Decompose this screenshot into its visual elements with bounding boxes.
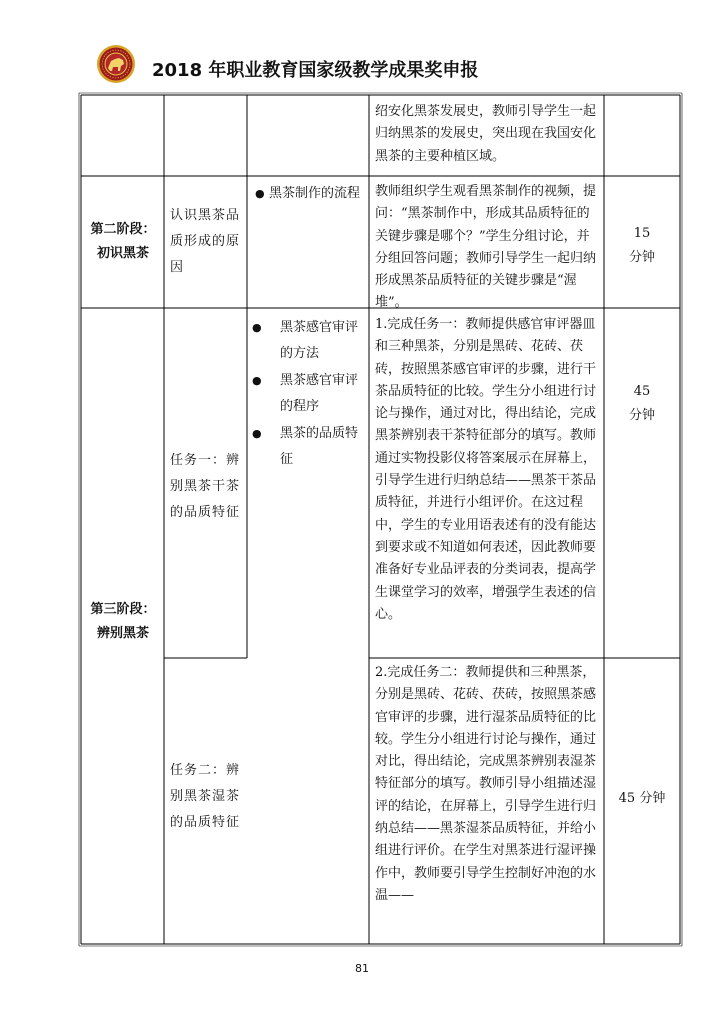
points-cell bbox=[250, 315, 365, 474]
activity-text: 2.完成任务二：教师提供和三种黑茶，分别是黑砖、花砖、茯砖，按照黑茶感官审评的步骤，进行湿茶品质特征的比较。学生分小组进行讨论与操作，通过对比，得出结论，完成黑茶辨别表湿茶特征部分的填写。教师引导小组描述湿评的结论，在屏幕上，引导学生进行归纳总结——黑茶湿茶品质特征，并给小组进行评价。在学生对黑茶进行湿评操作中，教师要引导学生控制好冲泡的水温—— bbox=[375, 665, 597, 903]
time-text: 15 分钟 bbox=[628, 226, 655, 265]
document-title: 2018 年职业教育国家级教学成果奖申报 bbox=[152, 60, 479, 81]
activity-text: 绍安化黑茶发展史，教师引导学生一起归纳黑茶的发展史，突出现在我国安化黑茶的主要种植区域。 bbox=[375, 104, 597, 164]
activity-text: 教师组织学生观看黑茶制作的视频，提问：“黑茶制作中，形成其品质特征的关键步骤是哪个？”学生分组讨论，并分组回答问题；教师引导学生一起归纳形成黑茶品质特征的关键步骤是“渥堆”。 bbox=[375, 184, 597, 311]
activity-text: 1.完成任务一：教师提供感官审评器皿和三种黑茶，分别是黑砖、花砖、茯砖，按照黑茶感官审评的步骤，进行干茶品质特征的比较。学生分小组进行讨论与操作，通过对比，得出结论，完成黑茶辨别表干茶特征部分的填写。教师通过实物投影仪将答案展示在屏幕上，引导学生进行归纳总结——黑茶干茶品质特征，并进行小组评价。在这过程中，学生的专业用语表述有的没有能达到要求或不知道如何表述，因此教师要准备好专业品评表的分类词表，提高学生课堂学习的效率，增强学生表述的信心。 bbox=[375, 317, 597, 622]
stage-label: 第二阶段：初识黑茶 bbox=[90, 222, 156, 261]
knowledge-point: ● 黑茶感官审评的程序 bbox=[250, 368, 365, 420]
knowledge-point: ● 黑茶感官审评的方法 bbox=[250, 315, 365, 367]
activity-cell bbox=[375, 181, 600, 315]
stage-cell bbox=[86, 598, 160, 646]
topic-text: 任务二：辨别黑茶湿茶的品质特征 bbox=[170, 763, 241, 830]
topic-text: 任务一：辨别黑茶干茶的品质特征 bbox=[170, 453, 241, 520]
topic-text: 认识黑茶品质形成的原因 bbox=[170, 208, 241, 275]
topic-cell bbox=[170, 448, 244, 526]
topic-cell bbox=[170, 203, 244, 281]
stage-label: 第三阶段：辨别黑茶 bbox=[90, 602, 156, 641]
stage-cell bbox=[86, 218, 160, 266]
time-cell bbox=[626, 380, 658, 428]
activity-cell bbox=[375, 314, 600, 626]
points-cell bbox=[255, 181, 365, 208]
knowledge-point: ● 黑茶的品质特征 bbox=[250, 421, 365, 473]
topic-cell bbox=[170, 758, 244, 836]
time-cell bbox=[606, 787, 678, 811]
knowledge-point: ● 黑茶制作的流程 bbox=[255, 181, 365, 207]
time-text: 45 分钟 bbox=[618, 791, 666, 806]
activity-cell bbox=[375, 101, 600, 168]
time-text: 45 分钟 bbox=[628, 384, 655, 423]
activity-cell bbox=[375, 662, 600, 907]
time-cell bbox=[626, 222, 658, 270]
page-number: 81 bbox=[355, 962, 369, 975]
